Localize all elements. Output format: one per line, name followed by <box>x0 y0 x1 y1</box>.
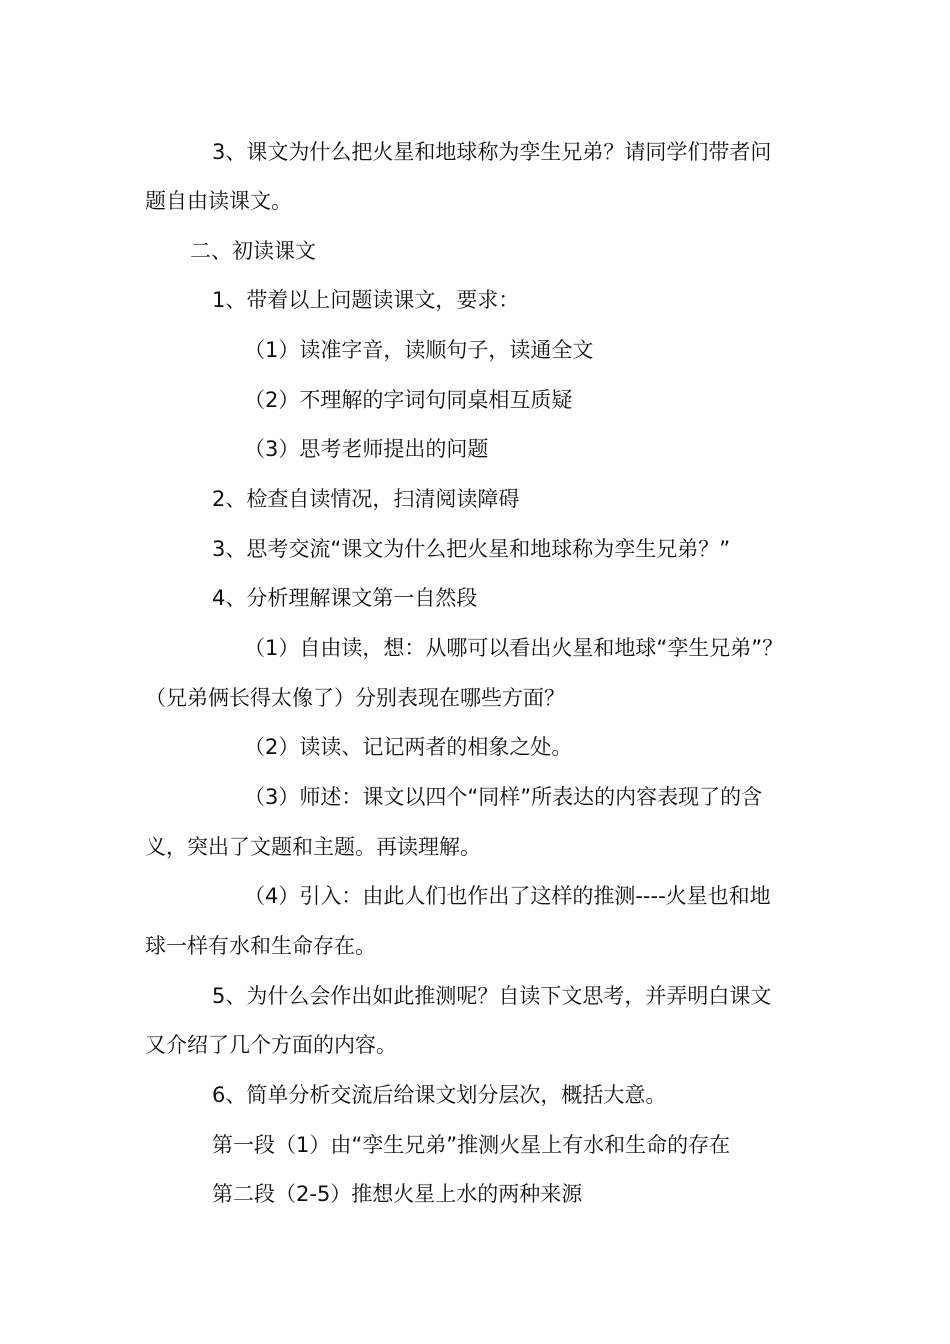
text-line: （兄弟俩长得太像了）分别表现在哪些方面？ <box>145 686 565 710</box>
text-line: 3、课文为什么把火星和地球称为孪生兄弟？请同学们带者问 <box>212 140 772 164</box>
text-line: 6、简单分析交流后给课文划分层次，概括大意。 <box>212 1083 667 1107</box>
text-line: 第一段（1）由“孪生兄弟”推测火星上有水和生命的存在 <box>212 1133 731 1157</box>
text-line: （4）引入：由此人们也作出了这样的推测----火星也和地 <box>244 884 771 908</box>
text-line: 1、带着以上问题读课文，要求： <box>212 288 520 312</box>
text-line: （2）读读、记记两者的相象之处。 <box>244 735 573 759</box>
text-line: 题自由读课文。 <box>145 189 292 213</box>
text-line: （2）不理解的字词句同桌相互质疑 <box>244 388 573 412</box>
text-line: 义，突出了文题和主题。再读理解。 <box>145 835 481 859</box>
text-line: （3）思考老师提出的问题 <box>244 437 489 461</box>
text-line: 又介绍了几个方面的内容。 <box>145 1033 397 1057</box>
text-line: 球一样有水和生命存在。 <box>145 934 376 958</box>
text-line: 3、思考交流“课文为什么把火星和地球称为孪生兄弟？” <box>212 537 731 561</box>
text-line: 5、为什么会作出如此推测呢？自读下文思考，并弄明白课文 <box>212 984 772 1008</box>
section-heading: 二、初读课文 <box>190 239 316 263</box>
text-line: 第二段（2-5）推想火星上水的两种来源 <box>212 1182 583 1206</box>
text-line: （1）读准字音，读顺句子，读通全文 <box>244 338 594 362</box>
text-line: （1）自由读，想：从哪可以看出火星和地球“孪生兄弟”？ <box>244 636 784 660</box>
text-line: （3）师述：课文以四个“同样”所表达的内容表现了的含 <box>244 785 763 809</box>
text-line: 4、分析理解课文第一自然段 <box>212 586 478 610</box>
text-line: 2、检查自读情况，扫清阅读障碍 <box>212 487 520 511</box>
